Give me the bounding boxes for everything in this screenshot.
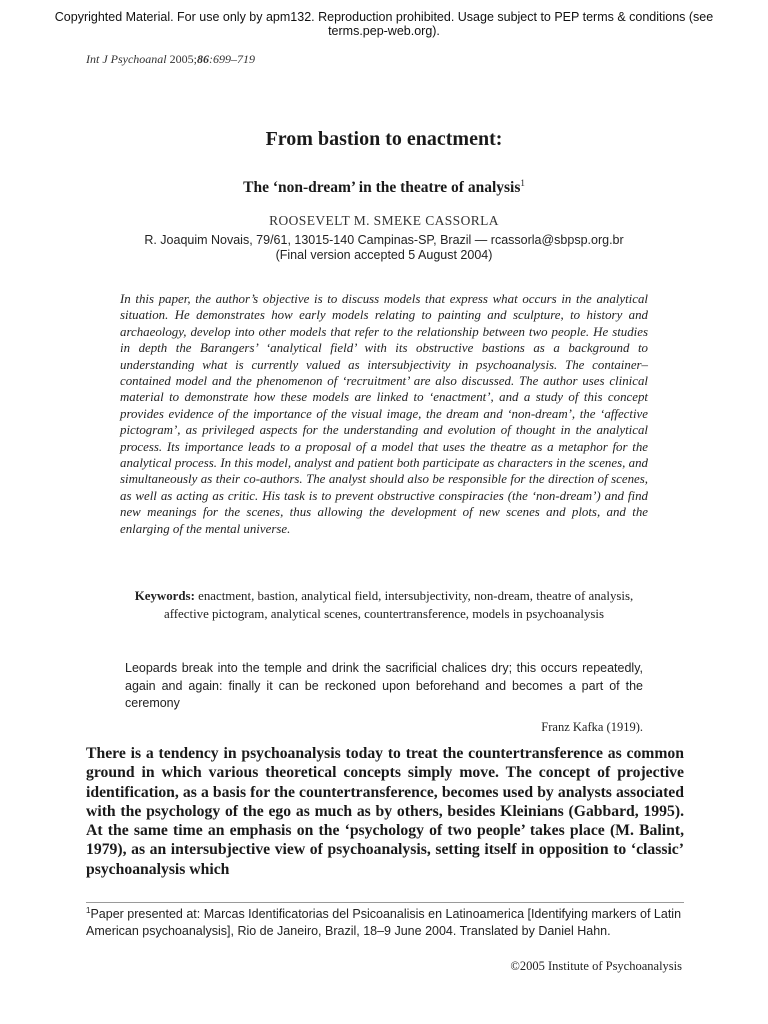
- publisher-copyright: ©2005 Institute of Psychoanalysis: [510, 959, 682, 973]
- journal-name: Int J Psychoanal: [86, 52, 167, 66]
- author-address: R. Joaquim Novais, 79/61, 13015-140 Campinas-SP, Brazil — rcassorla@sbpsp.org.br: [144, 233, 624, 247]
- keywords: [120, 587, 648, 623]
- journal-citation: [86, 52, 255, 67]
- article-subtitle: [0, 178, 768, 197]
- footnote-text: Paper presented at: Marcas Identificatorias del Psicoanalisis en Latinoamerica [Identifying markers of Latin American psychoanalysis], Rio de Janeiro, Brazil, 18–9 June 2004. Translated by Daniel Hahn.: [86, 907, 682, 939]
- citation-year: 2005;: [169, 52, 197, 66]
- body-paragraph: There is a tendency in psychoanalysis today to treat the countertransference as common ground in which various theoretical concepts simply move. The concept of projective identification, as a basis for the countertransference, becomes used by analysts associated with the psychology of the ego as much as by others, besides Kleinians (Gabbard, 1995). At the same time an emphasis on the ‘psychology of two people’ takes place (M. Balint, 1979), as an intersubjective view of psychoanalysis, setting itself in opposition to ‘classic’ psychoanalysis which: [86, 745, 684, 878]
- acceptance-date: (Final version accepted 5 August 2004): [275, 248, 493, 262]
- keywords-list: enactment, bastion, analytical field, intersubjectivity, non-dream, theatre of analysis, affective pictogram, analytical scenes, countertransference, models in psychoanalysis: [163, 589, 634, 621]
- article-title: From bastion to enactment:: [265, 128, 503, 150]
- epigraph-source: Franz Kafka (1919).: [541, 720, 643, 734]
- citation-volume: 86: [197, 52, 209, 66]
- article-subtitle-text: The ‘non-dream’ in the theatre of analysis: [243, 179, 521, 197]
- abstract: In this paper, the author’s objective is to discuss models that express what occurs in the analytical situation. He demonstrates how early models relating to painting and sculpture, to history and archaeology, develop into other models that refer to the relationship between two people. He studies in depth the Barangers’ ‘analytical field’ with its obstructive bastions as a background to understanding what is currently valued as intersubjectivity in psychoanalysis. The container–contained model and the phenomenon of ‘recruitment’ are also discussed. The author uses clinical material to demonstrate how these models are linked to ‘enactment’, and a study of this concept provides evidence of the importance of the visual image, the dream and ‘non-dream’, the ‘affective pictogram’, as privileged aspects for the understanding and evolution of thought in the analytical process. Its importance leads to a proposal of a model that uses the theatre as a metaphor for the analytical process. In this model, analyst and patient both participate as characters in the scenes, and simultaneously as their co-authors. The analyst should also be responsible for the direction of scenes, as well as acting as critic. His task is to prevent obstructive conspiracies (the ‘non-dream’) and find new meanings for the scenes, thus allowing the development of new scenes and plots, and the enlarging of the mental universe.: [120, 292, 648, 536]
- footnote: [86, 902, 684, 940]
- epigraph-quote: Leopards break into the temple and drink the sacrificial chalices dry; this occurs repeatedly, again and again: finally it can be reckoned upon beforehand and becomes a part of the ceremony: [125, 661, 643, 710]
- keywords-label: Keywords:: [134, 589, 195, 603]
- footnote-mark: 1: [86, 906, 91, 915]
- author-name: ROOSEVELT M. SMEKE CASSORLA: [269, 213, 499, 228]
- footnote-reference: 1: [520, 178, 525, 188]
- copyright-banner: Copyrighted Material. For use only by apm132. Reproduction prohibited. Usage subject to PEP terms & conditions (see terms.pep-web.org).: [54, 10, 714, 38]
- citation-pages: :699–719: [209, 52, 255, 66]
